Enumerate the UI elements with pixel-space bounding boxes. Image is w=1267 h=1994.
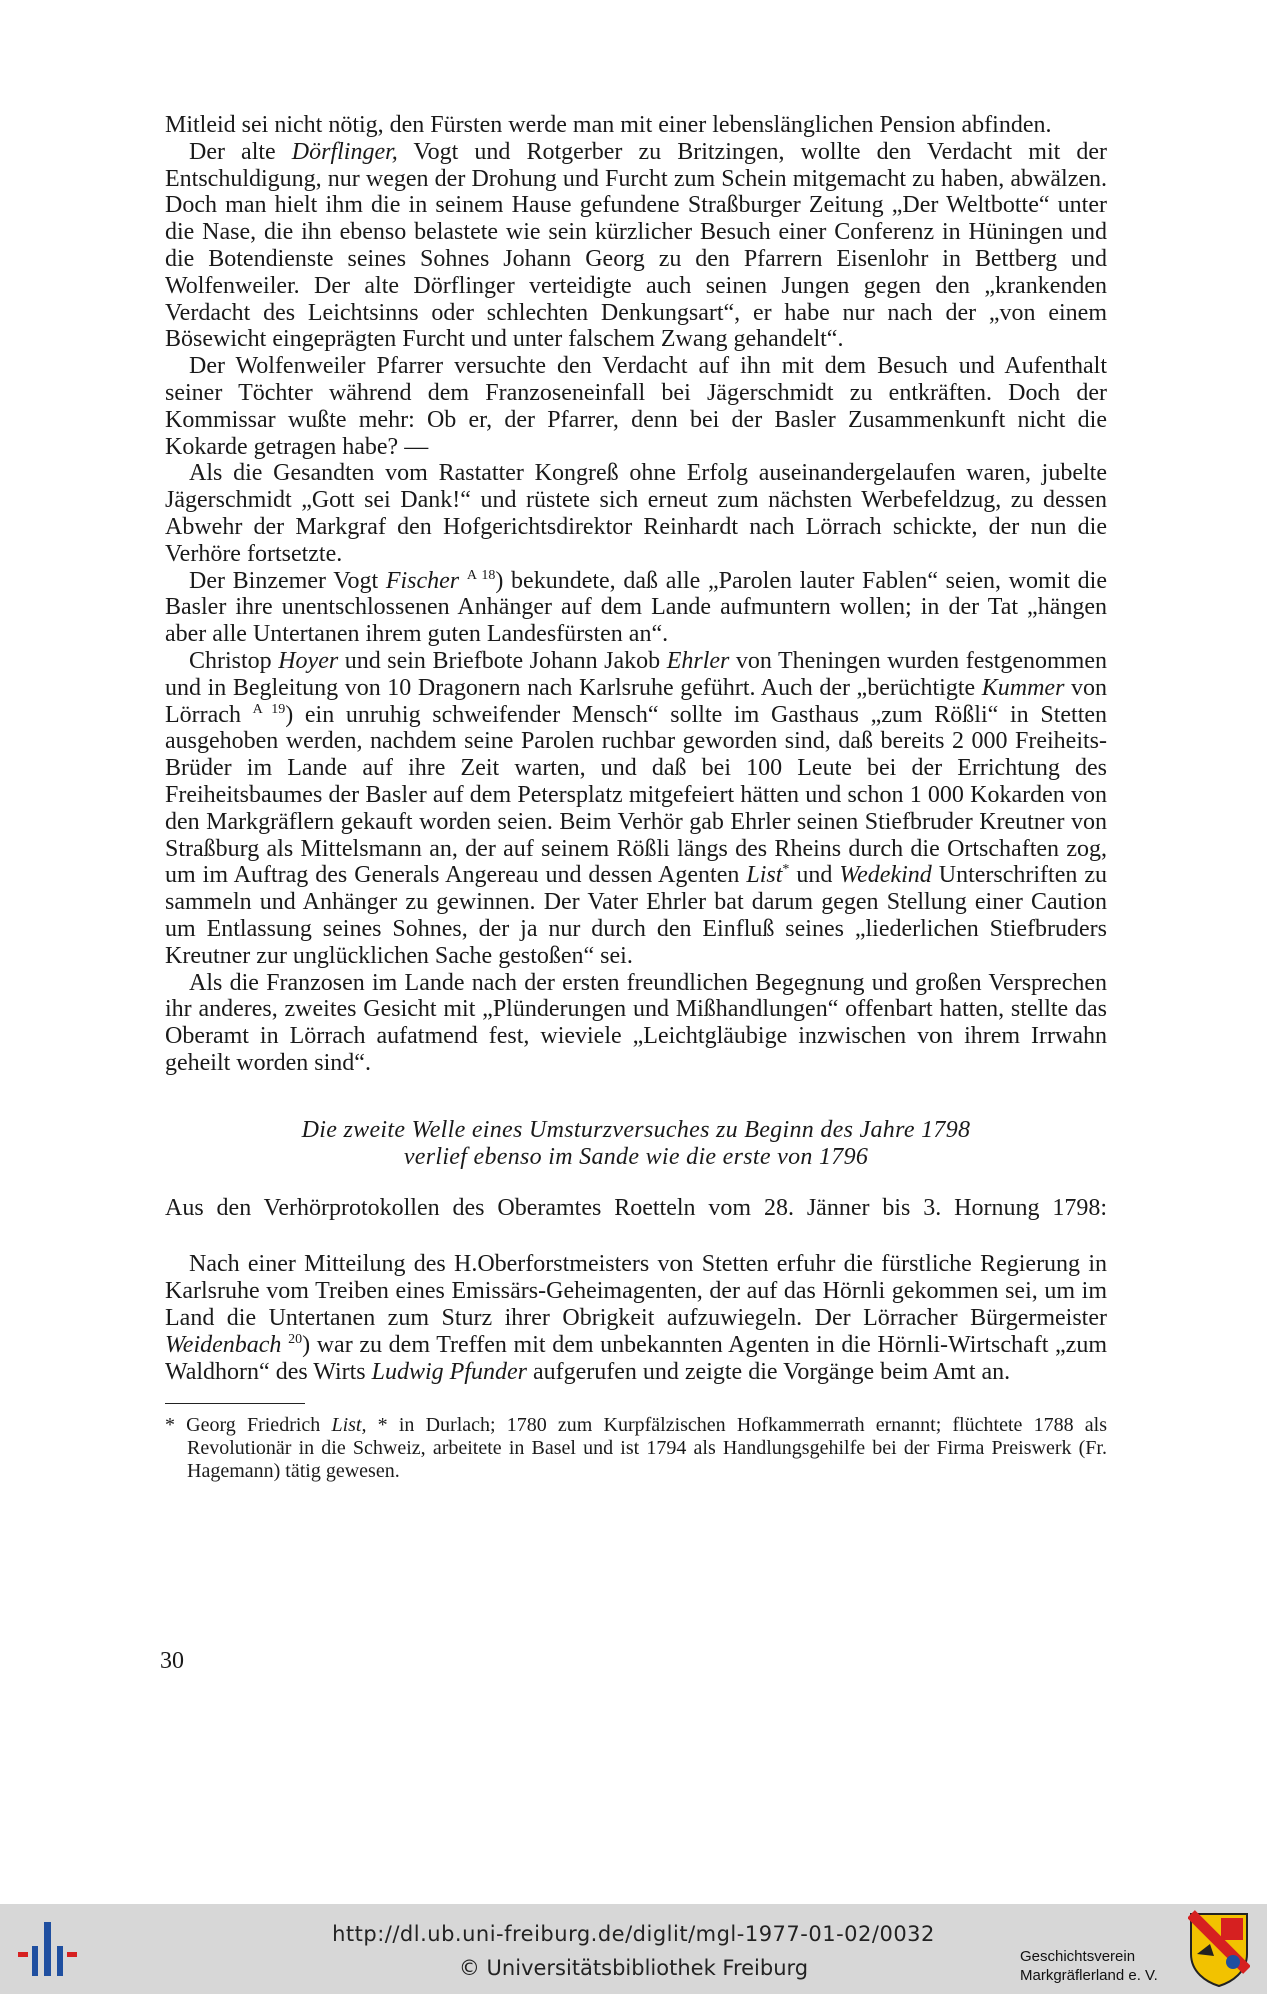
paragraph: Mitleid sei nicht nötig, den Fürsten werde man mit einer lebenslänglichen Pension abfinden. [165, 112, 1052, 138]
person-name: Dörflinger, [291, 138, 398, 165]
person-name: Fischer [385, 567, 460, 594]
source-note: Aus den Verhörprotokollen des Oberamtes Roetteln vom 28. Jänner bis 3. Hornung 1798: [165, 1194, 1107, 1221]
paragraph: Der Wolfenweiler Pfarrer versuchte den Verdacht auf ihn mit dem Besuch und Aufenthalt seiner Töchter während dem Franzoseneinfall bei Jägerschmidt zu entkräften. Doch der Kommissar wußte mehr: Ob er, der Pfarrer, denn bei der Basler Zusammenkunft nicht die Kokarde getragen habe? — [165, 353, 1107, 460]
footnote-reference: A 18 [466, 567, 496, 583]
person-name: Ehrler [666, 647, 730, 674]
section-heading-line: verlief ebenso im Sande wie die erste von 1796 [403, 1143, 869, 1170]
coat-of-arms-icon [1188, 1910, 1250, 1988]
paragraph: Christop Hoyer und sein Briefbote Johann Jakob Ehrler von Theningen wurden festgenommen und in Begleitung von 10 Dragonern nach Karlsruhe geführt. Auch der „berüchtigte Kummer von Lörrach $^{A 19}$) ein unruhig schweifender Mensch“ sollte im Gasthaus „zum Rößli“ in Stetten ausgehoben werden, nachdem seine Parolen ruchbar geworden sind, daß bereits 2 000 Freiheits-Brüder im Lande auf ihre Zeit warten, und daß bei 100 Leute bei der Errichtung des Freiheitsbaumes der Basler auf dem Petersplatz mitgefeiert hätten und schon 1 000 Kokarden von den Markgräflern gekauft worden seien. Beim Verhör gab Ehrler seinen Stiefbruder Kreutner von Straßburg als Mittelsmann an, der auf seinem Rößli längs des Rheins durch die Ortschaften zog, um im Auftrag des Generals Angereau und dessen Agenten List* und Wedekind Unterschriften zu sammeln und Anhänger zu gewinnen. Der Vater Ehrler bat darum gegen Stellung einer Caution um Entlassung seines Sohnes, der ja nur durch den Einfluß seines „liederlichen Stiefbruders Kreutner zur unglücklichen Sache gestoßen“ sei. [165, 647, 1108, 969]
footnote-marker: * [165, 1414, 175, 1437]
footnote: * Georg Friedrich List, * in Durlach; 1780 zum Kurpfälzischen Hofkammerrath ernannt; flüchtete 1788 als Revolutionär in die Schweiz, arbeitete in Basel und ist 1794 als Handlungsgehilfe bei der Firma Preiswerk (Fr. Hagemann) tätig gewesen. [165, 1414, 1107, 1483]
person-name: Weidenbach [165, 1331, 282, 1358]
section-heading [165, 1117, 1107, 1171]
person-name: Kummer [981, 674, 1065, 701]
document-body [165, 112, 1107, 1483]
person-name: List, [331, 1414, 367, 1437]
paragraph: Der Binzemer Vogt Fischer $^{A 18}$) bekundete, daß alle „Parolen lauter Fablen“ seien, womit die Basler ihre unentschlossenen Anhänger auf dem Lande aufmuntern wollen; in der Tat „hängen aber alle Untertanen ihrem guten Landesfürsten an“. [165, 567, 1108, 648]
permalink-url[interactable]: http://dl.ub.uni-freiburg.de/diglit/mgl-1977-01-02/0032 [332, 1922, 935, 1946]
paragraph: Der alte Dörflinger, Vogt und Rotgerber zu Britzingen, wollte den Verdacht mit der Entschuldigung, nur wegen der Drohung und Furcht zum Schein mitgemacht zu haben, abwälzen. Doch man hielt ihm die in seinem Hause gefundene Straßburger Zeitung „Der Weltbotte“ unter die Nase, die ihn ebenso belastete wie sein kürzlicher Besuch einer Conferenz in Hüningen und die Botendienste seines Sohnes Johann Georg zu den Pfarrern Eisenlohr in Bettberg und Wolfenweiler. Der alte Dörflinger verteidigte auch seinen Jungen gegen den „krankenden Verdacht des Leichtsinns oder schlechten Denkungsart“, er habe nur nach der „von einem Bösewicht eingeprägten Furcht und unter falschem Zwang gehandelt“. [165, 138, 1108, 353]
person-name: Wedekind [839, 862, 932, 889]
paragraph: Als die Franzosen im Lande nach der ersten freundlichen Begegnung und großen Versprechen ihr anderes, zweites Gesicht mit „Plünderungen und Mißhandlungen“ offenbart hatten, stellte das Oberamt in Lörrach aufatmend fest, wieviele „Leichtgläubige inzwischen von ihrem Irrwahn geheilt worden sind“. [165, 969, 1107, 1076]
person-name: Hoyer [278, 647, 339, 674]
society-name: Geschichtsverein Markgräflerland e. V. [1020, 1948, 1158, 1984]
footnote-divider [165, 1403, 305, 1404]
person-name: Ludwig Pfunder [371, 1358, 527, 1385]
footnote-marker: * [782, 862, 790, 878]
copyright-text: © Universitätsbibliothek Freiburg [458, 1956, 809, 1980]
footnote-reference: 20 [288, 1331, 303, 1347]
person-name: List [746, 862, 783, 889]
paragraph: Nach einer Mitteilung des H.Oberforstmeisters von Stetten erfuhr die fürstliche Regierung in Karlsruhe vom Treiben eines Emissärs-Geheimagenten, der auf das Hörnli gekommen sei, um im Land die Untertanen zum Sturz ihrer Obrigkeit aufzuwiegeln. Der Lörracher Bürgermeister Weidenbach $^{20}$) war zu dem Treffen mit dem unbekannten Agenten in die Hörnli-Wirtschaft „zum Waldhorn“ des Wirts Ludwig Pfunder aufgerufen und zeigte die Vorgänge beim Amt an. [165, 1251, 1107, 1385]
footnote-reference: A 19 [252, 701, 286, 717]
paragraph: Als die Gesandten vom Rastatter Kongreß ohne Erfolg auseinandergelaufen waren, jubelte Jägerschmidt „Gott sei Dank!“ und rüstete sich erneut zum nächsten Werbefeldzug, zu dessen Abwehr der Markgraf den Hofgerichtsdirektor Reinhardt nach Lörrach schickte, der nun die Verhöre fortsetzte. [165, 460, 1107, 567]
page-number: 30 [160, 1648, 184, 1674]
section-heading-line: Die zweite Welle eines Umsturzversuches zu Beginn des Jahre 1798 [301, 1116, 971, 1143]
footer-bar [0, 1904, 1267, 1994]
